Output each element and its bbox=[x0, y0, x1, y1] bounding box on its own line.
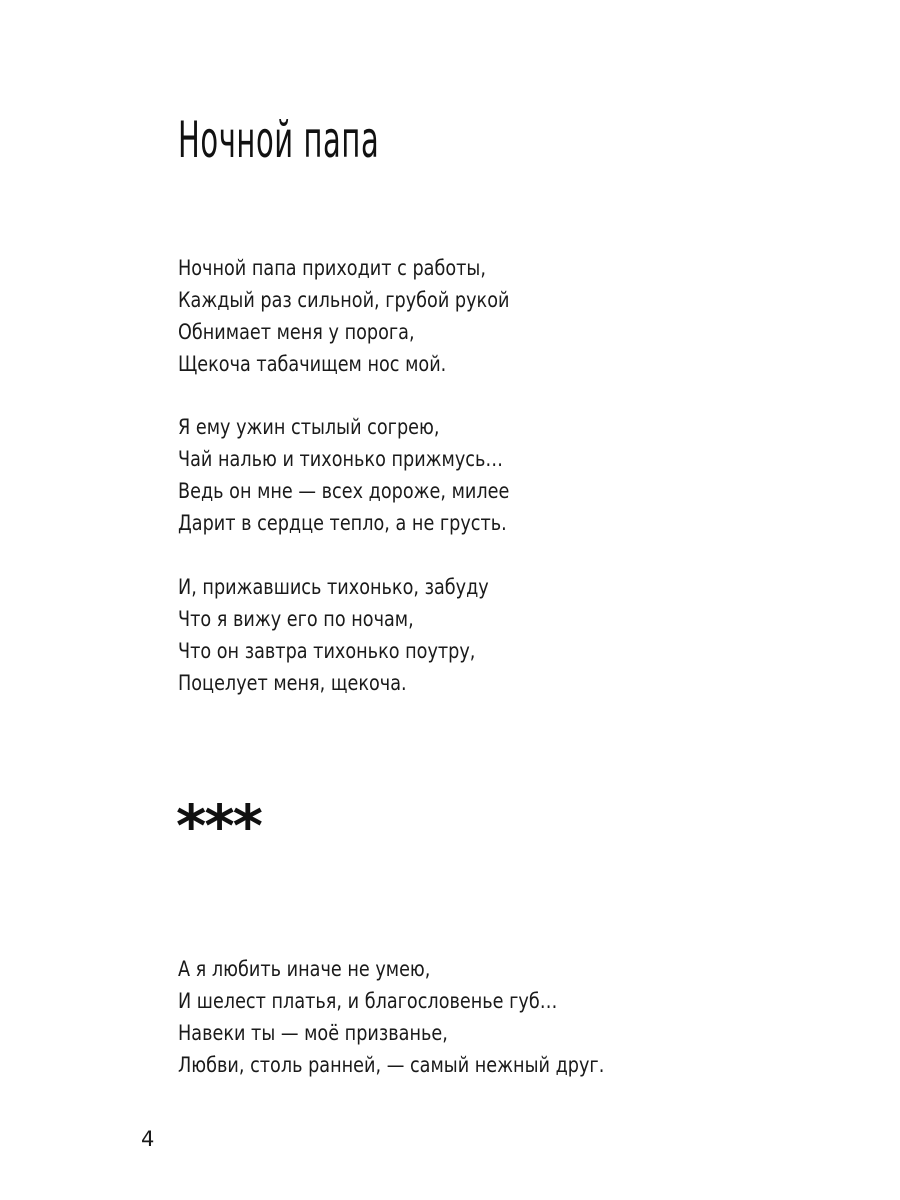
poem-line: И шелест платья, и благословенье губ… bbox=[178, 989, 558, 1013]
poem-line: Любви, столь ранней, — самый нежный друг. bbox=[178, 1053, 605, 1077]
poem-line: Я ему ужин стылый согрею, bbox=[178, 415, 440, 439]
poem-title: Ночной папа bbox=[178, 111, 380, 169]
poem-line: А я любить иначе не умею, bbox=[178, 957, 431, 981]
poem-line: Поцелует меня, щекоча. bbox=[178, 671, 407, 695]
poem-line: Что он завтра тихонько поутру, bbox=[178, 639, 476, 663]
poem-line: Обнимает меня у порога, bbox=[178, 320, 415, 344]
poem-line: Что я вижу его по ночам, bbox=[178, 607, 414, 631]
section-separator: *** bbox=[176, 792, 261, 860]
poem-line: Дарит в сердце тепло, а не грусть. bbox=[178, 511, 507, 535]
poem-line: Ночной папа приходит с работы, bbox=[178, 256, 486, 280]
poem-line: И, прижавшись тихонько, забуду bbox=[178, 575, 489, 599]
poem-line: Каждый раз сильной, грубой рукой bbox=[178, 288, 510, 312]
stanza-4 bbox=[178, 953, 686, 1081]
poem-line: Щекоча табачищем нос мой. bbox=[178, 352, 447, 376]
stanza-2 bbox=[178, 411, 572, 539]
poem-line: Навеки ты — моё призванье, bbox=[178, 1021, 448, 1045]
poem-line: Чай налью и тихонько прижмусь… bbox=[178, 447, 504, 471]
poem-line: Ведь он мне — всех дороже, милее bbox=[178, 479, 510, 503]
stanza-3 bbox=[178, 571, 548, 699]
stanza-1 bbox=[178, 252, 573, 380]
page-number: 4 bbox=[141, 1127, 155, 1151]
